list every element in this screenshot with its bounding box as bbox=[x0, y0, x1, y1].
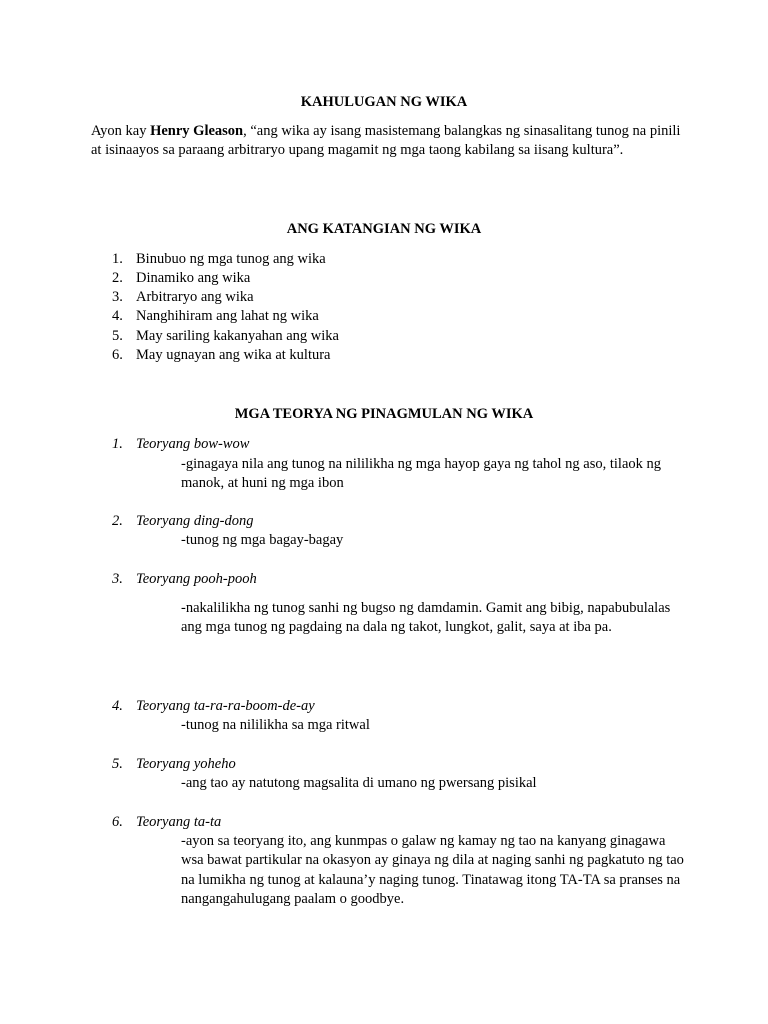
theory-description: -nakalilikha ng tunog sanhi ng bugso ng damdamin. Gamit ang bibig, napabubulalas ang mga tunog ng pagdaing na dala ng takot, lungkot, galit, saya at iba pa. bbox=[181, 600, 671, 636]
intro-prefix: Ayon kay bbox=[91, 123, 151, 139]
list-text: Binubuo ng mga tunog ang wika bbox=[136, 251, 326, 267]
list-number: 1. bbox=[112, 251, 123, 267]
theory-description: -ayon sa teoryang ito, ang kunmpas o galaw ng kamay ng tao na kanyang ginagawa wsa bawat partikular na okasyon ay ginaya ng dila at naging sanhi ng pagkatuto ng tao na lumikha ng tunog at kalauna’y naging tunog. Tinatawag itong TA-TA sa pranses na nangangahulugang paalam o goodbye. bbox=[181, 833, 684, 907]
theory-name: Teoryang ta-ra-ra-boom-de-ay bbox=[136, 698, 315, 714]
heading-kahulugan: KAHULUGAN NG WIKA bbox=[300, 94, 468, 110]
theory-name: Teoryang pooh-pooh bbox=[136, 571, 257, 587]
list-number: 1. bbox=[112, 436, 123, 452]
list-text: Dinamiko ang wika bbox=[136, 270, 251, 286]
author-name: Henry Gleason bbox=[150, 123, 244, 139]
theory-name: Teoryang ding-dong bbox=[136, 513, 254, 529]
list-number: 5. bbox=[112, 756, 123, 772]
theory-description: -tunog ng mga bagay-bagay bbox=[181, 532, 344, 548]
list-number: 5. bbox=[112, 328, 123, 344]
theory-name: Teoryang yoheho bbox=[136, 756, 236, 772]
list-number: 2. bbox=[112, 513, 123, 529]
heading-katangian: ANG KATANGIAN NG WIKA bbox=[286, 221, 482, 237]
theory-name: Teoryang bow-wow bbox=[136, 436, 250, 452]
list-number: 2. bbox=[112, 270, 123, 286]
theory-name: Teoryang ta-ta bbox=[136, 814, 222, 830]
list-number: 6. bbox=[112, 347, 123, 363]
list-text: Arbitraryo ang wika bbox=[136, 289, 254, 305]
list-text: May sariling kakanyahan ang wika bbox=[136, 328, 339, 344]
list-number: 3. bbox=[112, 571, 123, 587]
heading-teorya: MGA TEORYA NG PINAGMULAN NG WIKA bbox=[234, 406, 534, 422]
list-text: May ugnayan ang wika at kultura bbox=[136, 347, 331, 363]
theory-description: -tunog na nililikha sa mga ritwal bbox=[181, 717, 370, 733]
list-number: 6. bbox=[112, 814, 123, 830]
intro-paragraph bbox=[91, 122, 681, 161]
intro-body: , “ang wika ay isang masistemang balangkas ng sinasalitang tunog na pinili at isinaayos sa paraang arbitraryo upang magamit ng mga taong kabilang sa iisang kultura”. bbox=[91, 123, 681, 159]
theory-description: -ang tao ay natutong magsalita di umano ng pwersang pisikal bbox=[181, 775, 537, 791]
list-number: 3. bbox=[112, 289, 123, 305]
list-number: 4. bbox=[112, 698, 123, 714]
list-number: 4. bbox=[112, 308, 123, 324]
list-text: Nanghihiram ang lahat ng wika bbox=[136, 308, 319, 324]
theory-description: -ginagaya nila ang tunog na nililikha ng mga hayop gaya ng tahol ng aso, tilaok ng manok, at huni ng mga ibon bbox=[181, 456, 662, 492]
